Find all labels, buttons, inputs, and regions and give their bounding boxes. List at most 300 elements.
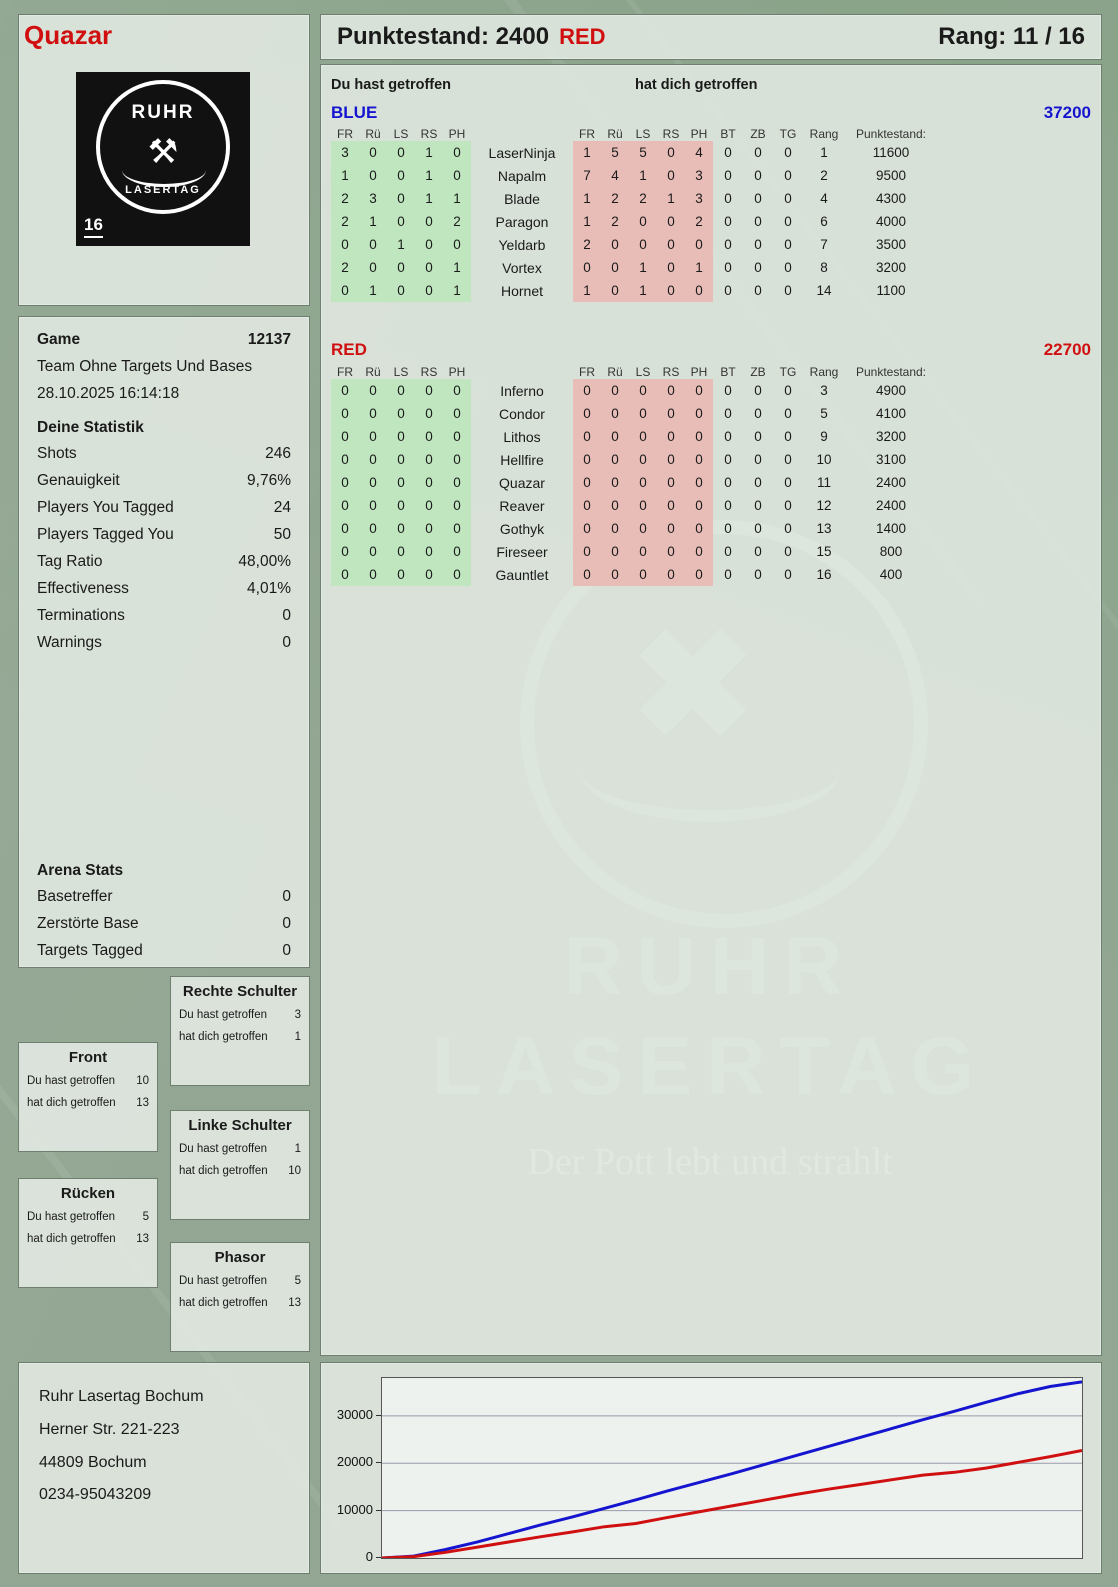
cell-you-hit: 0 (387, 141, 415, 164)
cell-hit-you: 1 (629, 279, 657, 302)
logo-top-text: RUHR (131, 102, 195, 123)
address-phone: 0234-95043209 (39, 1486, 152, 1504)
cell-you-hit: 0 (331, 233, 359, 256)
score-label: Punktestand: 2400 (337, 23, 550, 50)
table-row (331, 256, 937, 279)
address-line-1: Ruhr Lasertag Bochum (39, 1388, 204, 1405)
zone-hit-value: 5 (142, 1211, 149, 1223)
cell-you-hit: 1 (443, 256, 471, 279)
chart-y-tick-label: 10000 (336, 1501, 373, 1517)
cell-you-hit: 0 (387, 517, 415, 540)
zone-hit-value: 5 (294, 1275, 301, 1287)
cell-hit-you: 0 (657, 279, 685, 302)
cell-hit-you: 0 (601, 425, 629, 448)
cell-rank: 10 (816, 452, 832, 467)
cell-you-hit: 1 (443, 279, 471, 302)
cell-you-hit: 0 (443, 379, 471, 402)
cell-rank: 16 (816, 567, 832, 582)
col-ru-r: Rü (607, 127, 623, 141)
cell-hit-you: 0 (573, 540, 601, 563)
cell-tg: 0 (784, 168, 792, 183)
cell-hit-you: 1 (685, 256, 713, 279)
cell-hit-you: 0 (601, 379, 629, 402)
table-row (331, 210, 937, 233)
team-blue-table (331, 127, 937, 302)
chart-svg (382, 1378, 1082, 1558)
cell-hit-you: 0 (685, 425, 713, 448)
player-name-cell: Hornet (500, 282, 544, 299)
cell-you-hit: 0 (443, 563, 471, 586)
col-zb: ZB (750, 127, 766, 141)
cell-score: 2400 (875, 498, 907, 513)
cell-hit-you: 0 (685, 402, 713, 425)
cell-hit-you: 0 (685, 540, 713, 563)
zone-right-shoulder (170, 976, 310, 1086)
cell-hit-you: 0 (629, 540, 657, 563)
zone-hit-label: Du hast getroffen (27, 1211, 116, 1223)
cell-hit-you: 0 (629, 563, 657, 586)
cell-hit-you: 0 (601, 494, 629, 517)
zone-taken-row (171, 1160, 309, 1182)
label-hit-you: hat dich getroffen (635, 77, 758, 93)
cell-hit-you: 0 (629, 379, 657, 402)
col-fr-r: FR (579, 365, 595, 379)
table-row (331, 233, 937, 256)
cell-zb: 0 (754, 406, 762, 421)
cell-bt: 0 (724, 544, 732, 559)
cell-bt: 0 (724, 237, 732, 252)
cell-score: 4900 (875, 383, 907, 398)
player-name-cell: Lithos (503, 428, 541, 445)
cell-you-hit: 0 (331, 279, 359, 302)
cell-zb: 0 (754, 237, 762, 252)
col-name (471, 127, 573, 141)
zone-taken-label: hat dich getroffen (27, 1233, 116, 1245)
player-name-cell: Napalm (497, 167, 547, 184)
col-punktestand: Punktestand: (855, 127, 927, 141)
player-name-cell: Condor (499, 405, 545, 422)
zone-hit-row (171, 1270, 309, 1292)
chart-y-tick (376, 1557, 381, 1558)
cell-hit-you: 0 (685, 279, 713, 302)
cell-you-hit: 0 (387, 448, 415, 471)
address-line-2: Herner Str. 221-223 (39, 1420, 180, 1438)
col-bt: BT (720, 127, 736, 141)
cell-rank: 4 (820, 191, 828, 206)
cell-hit-you: 0 (685, 563, 713, 586)
cell-score: 3500 (875, 237, 907, 252)
col-ls-r: LS (635, 127, 651, 141)
zone-title: Phasor (214, 1249, 266, 1266)
cell-bt: 0 (724, 567, 732, 582)
table-row (331, 141, 937, 164)
cell-hit-you: 0 (601, 563, 629, 586)
cell-zb: 0 (754, 168, 762, 183)
stat-row (37, 888, 291, 906)
rank-label: Rang: 11 / 16 (938, 23, 1085, 50)
cell-tg: 0 (784, 544, 792, 559)
cell-tg: 0 (784, 260, 792, 275)
cell-you-hit: 0 (387, 279, 415, 302)
game-id-row (37, 331, 291, 349)
cell-tg: 0 (784, 521, 792, 536)
cell-bt: 0 (724, 283, 732, 298)
zone-hit-label: Du hast getroffen (179, 1009, 268, 1021)
cell-tg: 0 (784, 406, 792, 421)
zone-taken-value: 13 (288, 1297, 301, 1309)
cell-you-hit: 0 (387, 164, 415, 187)
cell-you-hit: 0 (387, 471, 415, 494)
player-name-cell: Quazar (499, 474, 545, 491)
cell-hit-you: 0 (657, 141, 685, 164)
cell-hit-you: 0 (629, 448, 657, 471)
stat-value: 0 (282, 915, 291, 932)
cell-you-hit: 0 (415, 540, 443, 563)
cell-you-hit: 0 (359, 233, 387, 256)
cell-you-hit: 0 (387, 563, 415, 586)
player-name-cell: Gauntlet (495, 566, 549, 583)
cell-hit-you: 0 (601, 279, 629, 302)
cell-hit-you: 0 (657, 210, 685, 233)
cell-hit-you: 0 (573, 425, 601, 448)
cell-hit-you: 2 (629, 187, 657, 210)
cell-rank: 5 (820, 406, 828, 421)
col-tg: TG (779, 127, 797, 141)
cell-tg: 0 (784, 214, 792, 229)
stat-row (37, 445, 291, 463)
team-blue-header (331, 103, 1091, 123)
cell-zb: 0 (754, 191, 762, 206)
player-name-cell: Reaver (499, 497, 545, 514)
cell-you-hit: 0 (331, 517, 359, 540)
cell-rank: 13 (816, 521, 832, 536)
table-row (331, 494, 937, 517)
cell-rank: 1 (820, 145, 828, 160)
player-name-cell: Gothyk (499, 520, 545, 537)
cell-tg: 0 (784, 283, 792, 298)
cell-zb: 0 (754, 567, 762, 582)
cell-you-hit: 0 (415, 425, 443, 448)
cell-you-hit: 0 (359, 379, 387, 402)
cell-hit-you: 0 (657, 563, 685, 586)
cell-you-hit: 1 (387, 233, 415, 256)
player-name-cell: Inferno (500, 382, 544, 399)
cell-hit-you: 0 (573, 402, 601, 425)
stat-value: 24 (273, 499, 291, 516)
cell-score: 800 (879, 544, 903, 559)
cell-score: 11600 (872, 145, 910, 160)
cell-hit-you: 3 (685, 164, 713, 187)
stat-label: Shots (37, 445, 77, 462)
zone-hit-value: 3 (294, 1009, 301, 1021)
zone-front (18, 1042, 158, 1152)
table-row (331, 471, 937, 494)
col-rs-r: RS (662, 127, 680, 141)
cell-you-hit: 0 (359, 164, 387, 187)
cell-hit-you: 0 (685, 233, 713, 256)
cell-zb: 0 (754, 383, 762, 398)
cell-hit-you: 1 (629, 256, 657, 279)
chart-line-red (382, 1451, 1082, 1559)
table-header-row (331, 365, 937, 379)
zone-taken-value: 10 (288, 1165, 301, 1177)
cell-bt: 0 (724, 191, 732, 206)
cell-zb: 0 (754, 475, 762, 490)
cell-hit-you: 0 (629, 471, 657, 494)
col-fr: FR (337, 127, 353, 141)
stat-row (37, 634, 291, 652)
stat-value: 0 (282, 634, 291, 651)
cell-you-hit: 0 (359, 494, 387, 517)
cell-bt: 0 (724, 521, 732, 536)
stat-label: Genauigkeit (37, 472, 120, 489)
address-line-3: 44809 Bochum (39, 1453, 147, 1471)
table-row (331, 279, 937, 302)
table-row (331, 379, 937, 402)
cell-you-hit: 0 (359, 402, 387, 425)
cell-you-hit: 0 (387, 379, 415, 402)
col-ls: LS (393, 127, 409, 141)
cell-hit-you: 0 (657, 494, 685, 517)
stat-label: Warnings (37, 634, 102, 651)
table-row (331, 517, 937, 540)
stat-value: 4,01% (247, 580, 291, 597)
cell-tg: 0 (784, 498, 792, 513)
zone-back (18, 1178, 158, 1288)
cell-you-hit: 0 (331, 471, 359, 494)
cell-you-hit: 3 (359, 187, 387, 210)
col-ph-r: PH (690, 127, 708, 141)
cell-you-hit: 2 (443, 210, 471, 233)
stat-label: Targets Tagged (37, 942, 143, 959)
cell-hit-you: 2 (601, 210, 629, 233)
col-ph: PH (448, 127, 466, 141)
cell-score: 3200 (875, 260, 907, 275)
cell-you-hit: 0 (331, 448, 359, 471)
team-blue-total: 37200 (1043, 103, 1091, 122)
cell-you-hit: 0 (387, 402, 415, 425)
cell-hit-you: 0 (601, 448, 629, 471)
stats-list (37, 445, 291, 652)
cell-score: 3200 (875, 429, 907, 444)
col-ru: Rü (365, 365, 381, 379)
arena-stats-list (37, 888, 291, 960)
cell-hit-you: 4 (685, 141, 713, 164)
cell-you-hit: 0 (331, 540, 359, 563)
cell-hit-you: 0 (629, 210, 657, 233)
score-header-panel (320, 14, 1102, 60)
cell-zb: 0 (754, 544, 762, 559)
table-row (331, 448, 937, 471)
zone-taken-row (171, 1026, 309, 1048)
cell-score: 2400 (875, 475, 907, 490)
scoreboard-panel (320, 64, 1102, 1356)
chart-y-tick-label: 0 (365, 1549, 373, 1564)
cell-score: 3100 (875, 452, 907, 467)
stat-value: 246 (265, 445, 291, 462)
cell-you-hit: 0 (359, 563, 387, 586)
cell-you-hit: 2 (331, 256, 359, 279)
cell-you-hit: 0 (331, 402, 359, 425)
team-badge: RED (559, 24, 606, 49)
col-ph: PH (448, 365, 466, 379)
cell-bt: 0 (724, 383, 732, 398)
cell-you-hit: 0 (415, 471, 443, 494)
cell-zb: 0 (754, 498, 762, 513)
stat-row (37, 472, 291, 490)
cell-hit-you: 1 (573, 279, 601, 302)
cell-tg: 0 (784, 567, 792, 582)
cell-you-hit: 0 (387, 210, 415, 233)
stat-value: 9,76% (247, 472, 291, 489)
col-tg: TG (779, 365, 797, 379)
game-datetime: 28.10.2025 16:14:18 (37, 385, 180, 402)
stat-value: 0 (282, 942, 291, 959)
cell-you-hit: 0 (443, 517, 471, 540)
player-name-cell: LaserNinja (488, 144, 556, 161)
zone-taken-label: hat dich getroffen (179, 1031, 268, 1043)
game-label: Game (37, 331, 81, 348)
cell-you-hit: 0 (387, 256, 415, 279)
cell-hit-you: 0 (657, 256, 685, 279)
score-progress-chart (381, 1377, 1083, 1559)
zone-title: Rechte Schulter (182, 983, 298, 1000)
chart-y-tick-label: 20000 (336, 1454, 373, 1470)
cell-hit-you: 0 (573, 563, 601, 586)
col-fr: FR (337, 365, 353, 379)
stat-row (37, 915, 291, 933)
zone-taken-value: 1 (294, 1031, 301, 1043)
zone-title: Front (68, 1049, 108, 1066)
cell-bt: 0 (724, 429, 732, 444)
col-ru: Rü (365, 127, 381, 141)
zone-taken-row (171, 1292, 309, 1314)
stat-row (37, 526, 291, 544)
cell-you-hit: 0 (359, 517, 387, 540)
game-mode: Team Ohne Targets Und Bases (37, 358, 253, 375)
col-ph-r: PH (690, 365, 708, 379)
cell-rank: 15 (816, 544, 832, 559)
game-id: 12137 (247, 331, 291, 348)
zone-hit-row (19, 1206, 157, 1228)
cell-hit-you: 1 (573, 210, 601, 233)
cell-bt: 0 (724, 260, 732, 275)
col-bt: BT (720, 365, 736, 379)
address-panel (18, 1362, 310, 1574)
col-ru-r: Rü (607, 365, 623, 379)
zone-phasor (170, 1242, 310, 1352)
cell-tg: 0 (784, 475, 792, 490)
cell-hit-you: 0 (601, 402, 629, 425)
cell-you-hit: 0 (331, 563, 359, 586)
stat-row (37, 553, 291, 571)
cell-hit-you: 0 (601, 471, 629, 494)
cell-zb: 0 (754, 283, 762, 298)
cell-hit-you: 0 (657, 379, 685, 402)
cell-rank: 12 (816, 498, 832, 513)
cell-hit-you: 0 (685, 517, 713, 540)
cell-you-hit: 0 (331, 379, 359, 402)
player-name-cell: Paragon (495, 213, 549, 230)
cell-score: 1100 (876, 283, 906, 298)
cell-hit-you: 0 (629, 425, 657, 448)
cell-hit-you: 7 (573, 164, 601, 187)
score-progress-chart-panel (320, 1362, 1102, 1574)
chart-y-tick-label: 30000 (336, 1406, 373, 1422)
player-name-cell: Fireseer (496, 543, 548, 560)
cell-you-hit: 0 (359, 471, 387, 494)
team-red-table (331, 365, 937, 586)
player-name-cell: Yeldarb (498, 236, 546, 253)
cell-you-hit: 0 (415, 233, 443, 256)
cell-tg: 0 (784, 429, 792, 444)
table-row (331, 425, 937, 448)
cell-rank: 8 (820, 260, 828, 275)
cell-hit-you: 3 (685, 187, 713, 210)
cell-hit-you: 0 (657, 448, 685, 471)
table-header-row (331, 127, 937, 141)
cell-you-hit: 0 (359, 425, 387, 448)
cell-hit-you: 0 (573, 494, 601, 517)
player-name-cell: Hellfire (500, 451, 544, 468)
cell-zb: 0 (754, 145, 762, 160)
cell-zb: 0 (754, 214, 762, 229)
cell-you-hit: 0 (359, 256, 387, 279)
cell-you-hit: 0 (359, 448, 387, 471)
cell-hit-you: 0 (657, 425, 685, 448)
cell-you-hit: 0 (443, 448, 471, 471)
table-row (331, 187, 937, 210)
cell-hit-you: 0 (685, 448, 713, 471)
zone-taken-label: hat dich getroffen (27, 1097, 116, 1109)
cell-you-hit: 1 (359, 210, 387, 233)
cell-rank: 3 (820, 383, 828, 398)
cell-hit-you: 0 (629, 233, 657, 256)
cell-hit-you: 0 (629, 517, 657, 540)
cell-you-hit: 0 (331, 494, 359, 517)
cell-you-hit: 0 (415, 448, 443, 471)
stat-row (37, 499, 291, 517)
cell-hit-you: 4 (601, 164, 629, 187)
page-title: Quazar (24, 20, 113, 50)
cell-you-hit: 2 (331, 210, 359, 233)
cell-you-hit: 0 (387, 494, 415, 517)
col-punktestand: Punktestand: (855, 365, 927, 379)
cell-tg: 0 (784, 383, 792, 398)
cell-hit-you: 0 (657, 471, 685, 494)
cell-hit-you: 0 (685, 379, 713, 402)
cell-score: 9500 (875, 168, 907, 183)
zone-hit-row (171, 1138, 309, 1160)
arena-heading: Arena Stats (37, 862, 124, 879)
cell-zb: 0 (754, 260, 762, 275)
cell-hit-you: 0 (601, 517, 629, 540)
col-zb: ZB (750, 365, 766, 379)
cell-hit-you: 0 (657, 540, 685, 563)
zone-taken-value: 13 (136, 1233, 149, 1245)
logo-bottom-text: LASERTAG (125, 184, 201, 196)
cell-hit-you: 0 (657, 164, 685, 187)
cell-you-hit: 0 (415, 256, 443, 279)
cell-you-hit: 1 (415, 164, 443, 187)
col-ls: LS (393, 365, 409, 379)
cell-you-hit: 0 (415, 210, 443, 233)
cell-tg: 0 (784, 145, 792, 160)
zone-hit-value: 10 (136, 1075, 149, 1087)
player-name-cell: Blade (504, 190, 540, 207)
cell-you-hit: 1 (359, 279, 387, 302)
stat-row (37, 580, 291, 598)
